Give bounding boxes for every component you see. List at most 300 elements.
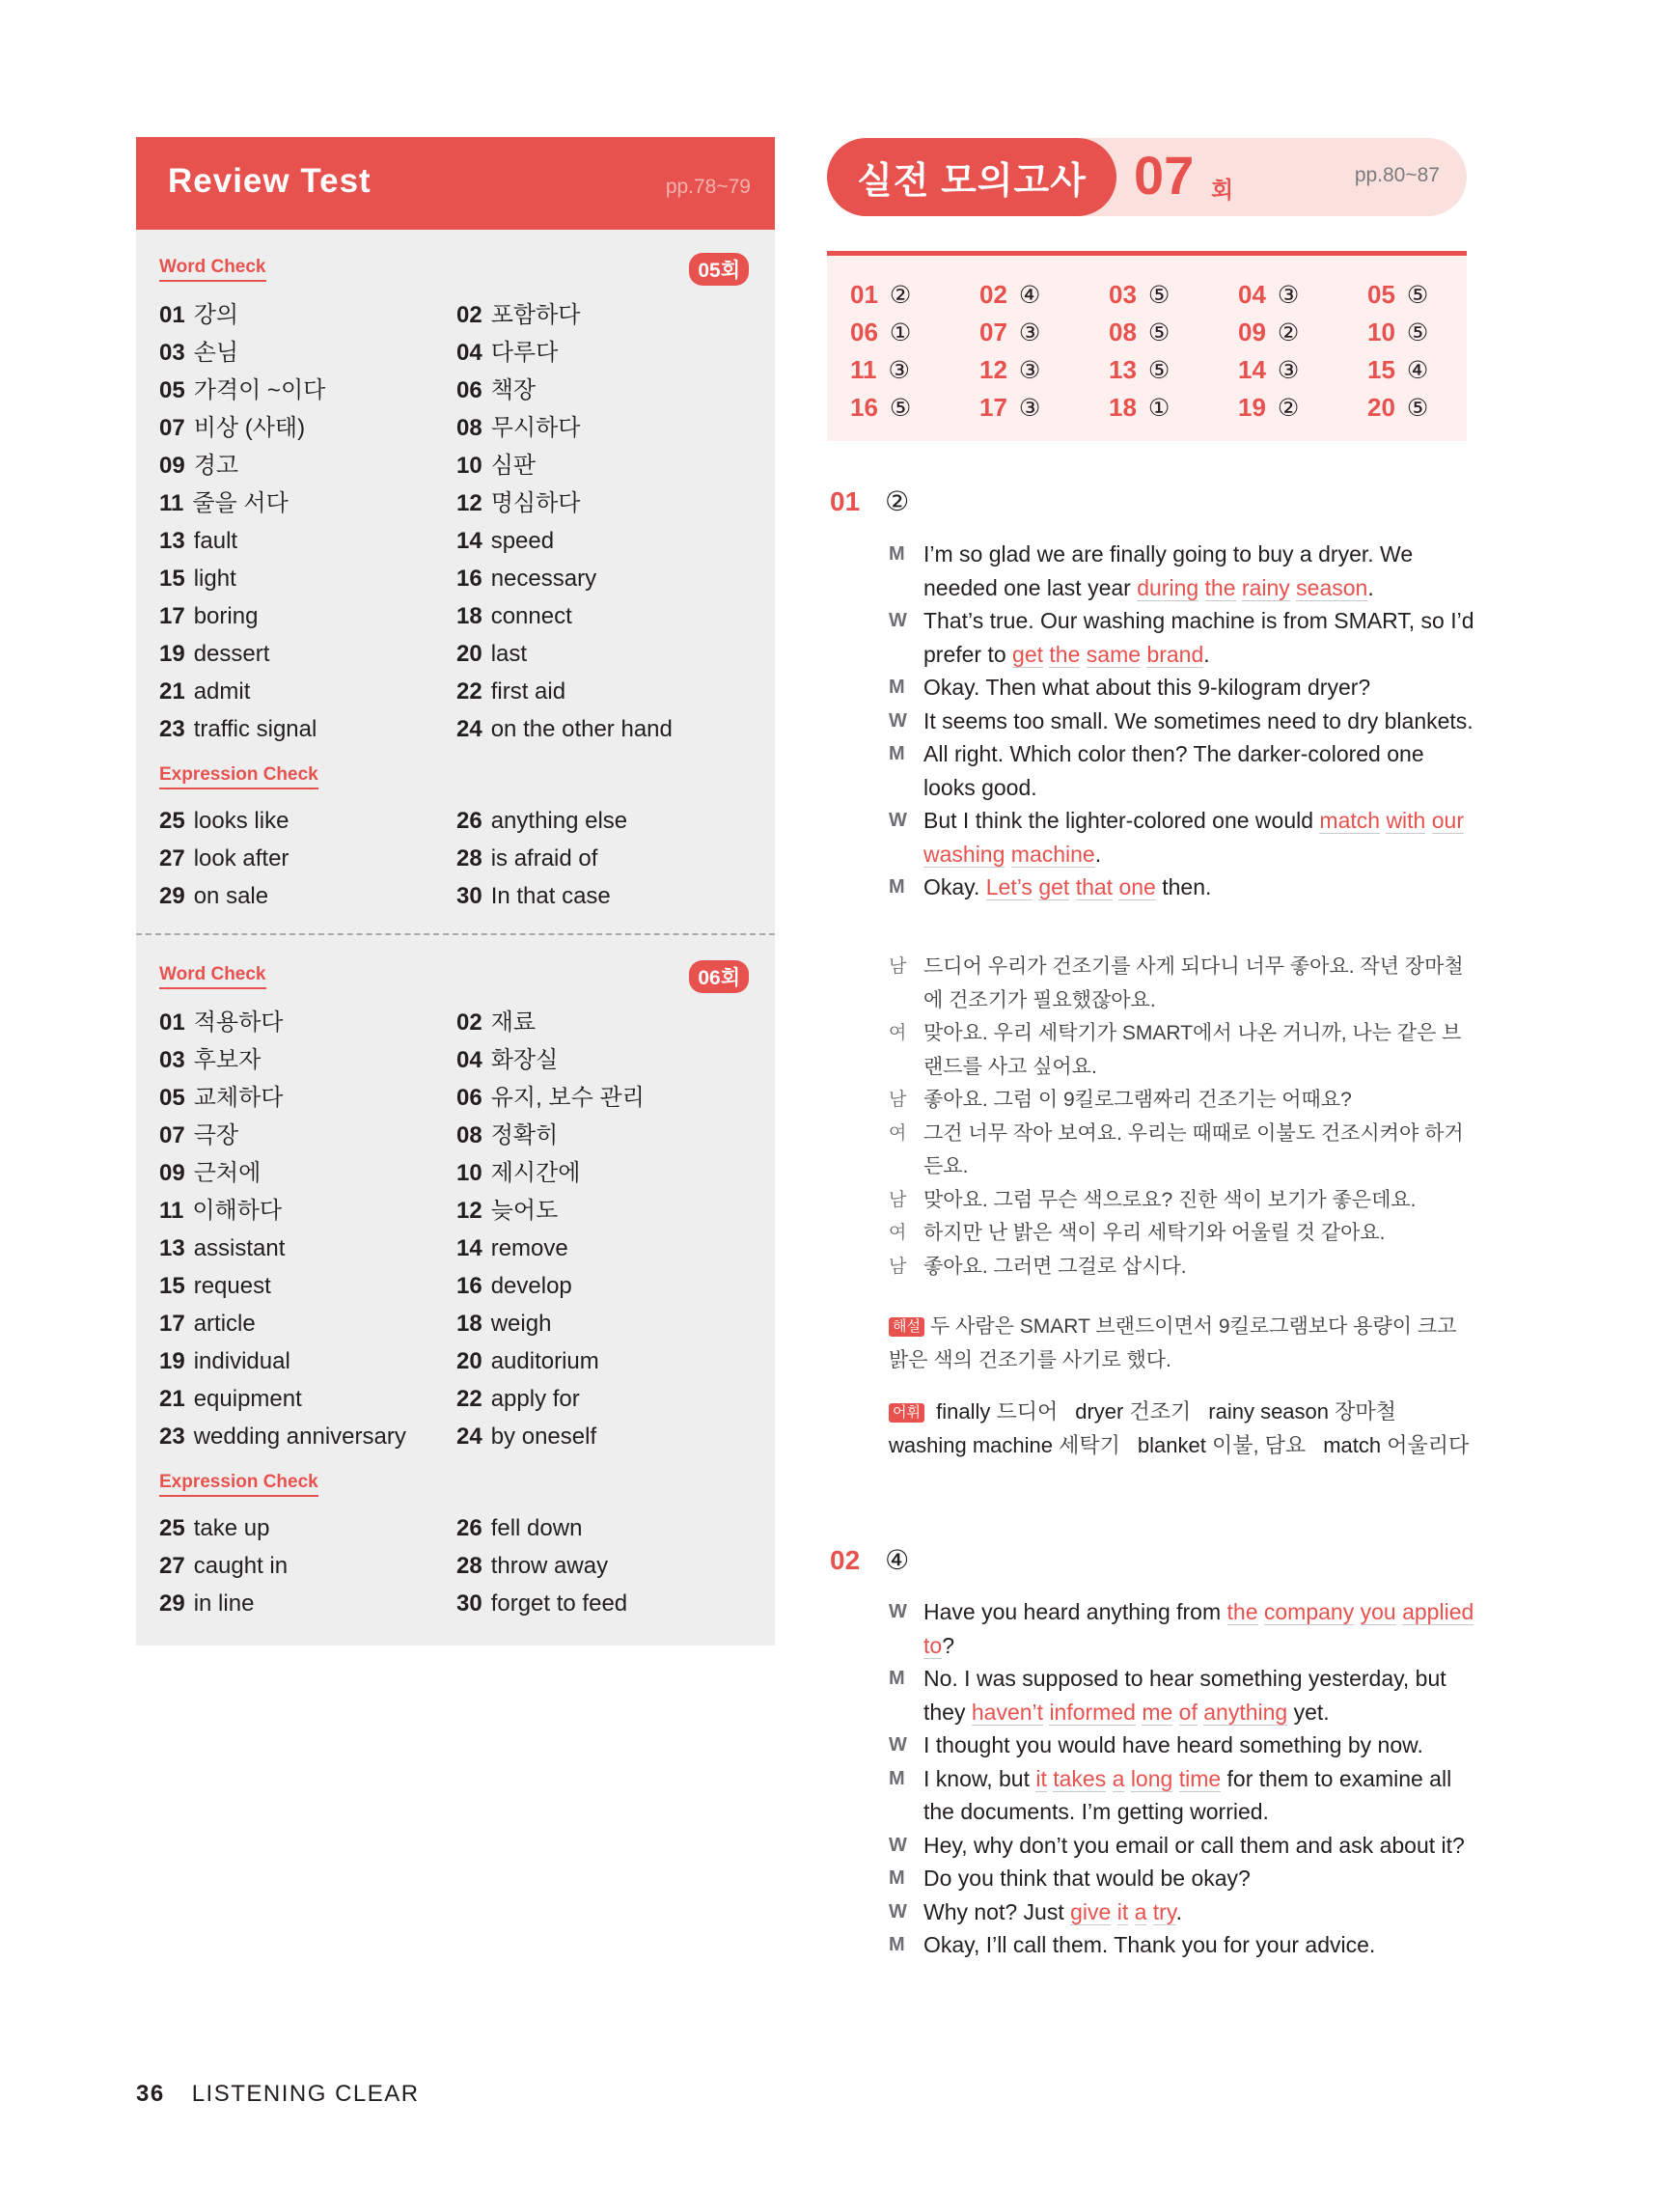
- answer-choice: ⑤: [1406, 395, 1429, 422]
- item-number: 13: [159, 1235, 185, 1261]
- item-text: 손님: [193, 340, 239, 366]
- speaker-label: M: [889, 743, 905, 764]
- item-number: 17: [159, 603, 185, 629]
- word-item: [159, 1385, 302, 1414]
- word-item: [456, 1514, 582, 1543]
- translation-line: [889, 1118, 1479, 1184]
- item-number: 28: [456, 1553, 482, 1579]
- answer-number: 13: [1109, 355, 1137, 384]
- translation-text: 하지만 난 밝은 색이 우리 세탁기와 어울릴 것 같아요.: [923, 1222, 1386, 1244]
- item-text: develop: [490, 1273, 572, 1299]
- word-item: [456, 1423, 596, 1452]
- translation-line: [889, 1084, 1479, 1118]
- answer-number: 07: [979, 318, 1007, 346]
- dialogue-line: M No. I was supposed to hear something yesterday, but they haven’t informed me of anything yet.: [889, 1662, 1477, 1728]
- word-item: [456, 1121, 558, 1150]
- vocab-meaning: 건조기: [1129, 1399, 1192, 1424]
- answer-choice: ③: [888, 357, 910, 384]
- answer-number: 01: [850, 280, 878, 309]
- dictation-blank: haven’t: [971, 1699, 1044, 1725]
- item-number: 29: [159, 1590, 185, 1617]
- explanation-text: 두 사람은 SMART 브랜드이면서 9킬로그램보다 용량이 크고 밝은 색의 건조기를 사기로 했다.: [889, 1315, 1457, 1371]
- item-text: 근처에: [193, 1160, 262, 1186]
- speaker-label: W: [889, 1734, 907, 1756]
- word-item: [159, 882, 268, 911]
- item-number: 16: [456, 1273, 482, 1299]
- item-number: 14: [456, 528, 482, 554]
- word-check-title: Word Check: [159, 257, 266, 282]
- item-text: 비상 (사태): [193, 415, 306, 441]
- question-02-header: [830, 1544, 909, 1576]
- item-text: apply for: [490, 1386, 580, 1412]
- word-item: [159, 807, 289, 836]
- answer-choice: ④: [1406, 357, 1429, 384]
- dictation-blank: takes: [1053, 1765, 1107, 1791]
- answer-choice: ③: [1018, 395, 1041, 422]
- review-test-header: [136, 137, 775, 230]
- answer-item: [1367, 280, 1428, 310]
- answer-choice: ②: [1277, 395, 1300, 422]
- vocab-word: washing machine: [889, 1433, 1053, 1457]
- expression-check-title: Expression Check: [159, 764, 318, 789]
- item-text: 책장: [490, 377, 537, 403]
- answer-choice: ⑤: [1147, 282, 1170, 309]
- item-number: 30: [456, 883, 482, 909]
- word-item: [456, 715, 673, 744]
- item-number: 21: [159, 678, 185, 705]
- item-text: by oneself: [490, 1424, 597, 1450]
- dictation-blank: our: [1431, 808, 1464, 833]
- word-item: [159, 1009, 283, 1037]
- dictation-blank: to: [923, 1632, 943, 1658]
- word-item: [456, 844, 597, 873]
- answer-item: [1109, 318, 1170, 347]
- expression-check-title: Expression Check: [159, 1472, 318, 1497]
- vocab-meaning: 드디어: [996, 1399, 1059, 1424]
- dictation-blank: match: [1319, 808, 1381, 833]
- word-item: [159, 414, 305, 443]
- word-item: [456, 339, 558, 368]
- word-item: [456, 452, 536, 481]
- word-item: [159, 844, 289, 873]
- dialogue-line: M I know, but it takes a long time for them to examine all the documents. I’m getting worried.: [889, 1762, 1477, 1829]
- item-text: individual: [193, 1348, 290, 1374]
- answer-choice: ②: [1277, 319, 1300, 346]
- answer-number: 05: [1367, 280, 1395, 309]
- vocab-meaning: 세탁기: [1059, 1433, 1120, 1457]
- item-text: connect: [490, 603, 572, 629]
- word-item: [456, 414, 580, 443]
- answer-item: [1367, 355, 1428, 385]
- explanation-tag: 해설: [889, 1317, 924, 1337]
- word-item: [159, 339, 238, 368]
- item-number: 17: [159, 1311, 185, 1337]
- dictation-blank: with: [1386, 808, 1426, 833]
- word-check-title: Word Check: [159, 964, 266, 989]
- mock-test-header: [827, 138, 1467, 216]
- item-number: 04: [456, 340, 482, 366]
- dialogue-line: M I’m so glad we are finally going to buy a dryer. We needed one last year during the rainy season.: [889, 538, 1477, 604]
- answer-number: 18: [1109, 393, 1137, 422]
- vocab-word: match: [1323, 1433, 1382, 1457]
- answer-number: 04: [1238, 280, 1266, 309]
- mock-test-round-label: 회: [1211, 178, 1234, 204]
- dictation-blank: time: [1178, 1765, 1222, 1791]
- word-item: [456, 640, 527, 669]
- word-item: [456, 1197, 558, 1226]
- item-text: first aid: [490, 678, 566, 705]
- dialogue-line: M All right. Which color then? The darker-colored one looks good.: [889, 737, 1477, 804]
- word-item: [456, 1347, 599, 1376]
- answer-item: [1367, 318, 1428, 347]
- item-number: 25: [159, 1515, 185, 1541]
- word-item: [159, 1046, 261, 1075]
- review-test-title: Review Test: [168, 162, 372, 200]
- vocab-word: finally: [936, 1399, 991, 1424]
- mock-test-title: 실전 모의고사: [827, 138, 1116, 216]
- speaker-label: M: [889, 1767, 905, 1789]
- item-text: dessert: [193, 641, 270, 667]
- item-text: fault: [193, 528, 238, 554]
- speaker-label: 남: [889, 956, 907, 977]
- answer-item: [1238, 393, 1299, 423]
- speaker-label: W: [889, 1834, 907, 1856]
- speaker-label: M: [889, 876, 905, 898]
- item-text: 가격이 ~이다: [193, 377, 326, 403]
- answer-choice: ②: [889, 282, 912, 309]
- speaker-label: 여: [889, 1122, 907, 1144]
- item-text: request: [193, 1273, 271, 1299]
- dictation-blank: anything: [1203, 1699, 1288, 1725]
- item-number: 09: [159, 1160, 185, 1186]
- dictation-blank: during: [1137, 574, 1199, 600]
- word-item: [159, 301, 238, 330]
- word-item: [159, 452, 238, 481]
- item-number: 05: [159, 377, 185, 403]
- dialogue-line: W But I think the lighter-colored one would match with our washing machine.: [889, 804, 1477, 871]
- dialogue-line: M Okay. Then what about this 9-kilogram dryer?: [889, 671, 1477, 705]
- word-item: [456, 1046, 558, 1075]
- speaker-label: M: [889, 1867, 905, 1889]
- item-number: 19: [159, 1348, 185, 1374]
- item-text: 이해하다: [192, 1198, 283, 1224]
- round-badge: 05회: [689, 253, 749, 286]
- item-number: 07: [159, 1122, 185, 1148]
- item-text: In that case: [490, 883, 611, 909]
- item-number: 03: [159, 340, 185, 366]
- answer-number: 17: [979, 393, 1007, 422]
- word-item: [456, 1159, 580, 1188]
- answer-choice: ①: [889, 319, 912, 346]
- word-item: [159, 1310, 256, 1339]
- item-text: auditorium: [490, 1348, 599, 1374]
- item-text: 강의: [193, 302, 239, 328]
- item-number: 15: [159, 1273, 185, 1299]
- item-number: 19: [159, 641, 185, 667]
- dialogue-line: M Okay. Let’s get that one then.: [889, 871, 1477, 904]
- word-item: [159, 715, 317, 744]
- item-text: in line: [193, 1590, 255, 1617]
- item-text: 줄을 서다: [192, 490, 289, 516]
- translation-text: 그건 너무 작아 보여요. 우리는 때때로 이불도 건조시켜야 하거든요.: [923, 1121, 1464, 1177]
- answer-choice: ③: [1018, 319, 1041, 346]
- dictation-blank: same: [1086, 641, 1142, 667]
- word-item: [159, 1552, 288, 1581]
- speaker-label: 남: [889, 1189, 907, 1210]
- item-number: 26: [456, 808, 482, 834]
- vocabulary-tag: 어휘: [889, 1403, 924, 1423]
- dialogue-line: W It seems too small. We sometimes need to dry blankets.: [889, 705, 1477, 738]
- item-text: caught in: [193, 1553, 289, 1579]
- dictation-blank: a: [1134, 1898, 1147, 1924]
- translation-text: 드디어 우리가 건조기를 사게 되다니 너무 좋아요. 작년 장마철에 건조기가 필요했잖아요.: [923, 955, 1464, 1011]
- speaker-label: 여: [889, 1223, 907, 1243]
- vocab-word: blanket: [1137, 1433, 1206, 1457]
- item-number: 24: [456, 1424, 482, 1450]
- answer-choice: ③: [1277, 357, 1300, 384]
- book-title: LISTENING CLEAR: [191, 2081, 420, 2107]
- word-item: [159, 1084, 283, 1113]
- dictation-blank: the: [1204, 574, 1236, 600]
- answer-choice: ⑤: [1147, 319, 1170, 346]
- item-number: 22: [456, 678, 482, 705]
- word-item: [159, 1590, 254, 1618]
- answer-number: 16: [850, 393, 878, 422]
- dictation-blank: rainy: [1241, 574, 1290, 600]
- item-number: 03: [159, 1047, 185, 1073]
- answer-choice: ⑤: [1406, 282, 1429, 309]
- word-item: [456, 1272, 572, 1301]
- speaker-label: W: [889, 1900, 907, 1922]
- item-text: 재료: [490, 1009, 537, 1036]
- word-item: [456, 1084, 645, 1113]
- answer-choice: ⑤: [889, 395, 912, 422]
- word-item: [456, 565, 596, 594]
- question-answer: ④: [885, 1545, 910, 1575]
- item-number: 18: [456, 1311, 482, 1337]
- answer-number: 19: [1238, 393, 1266, 422]
- word-item: [456, 527, 554, 556]
- dialogue-line: W I thought you would have heard something by now.: [889, 1728, 1477, 1762]
- mock-test-pages: pp.80~87: [1354, 164, 1440, 186]
- dictation-blank: a: [1112, 1765, 1125, 1791]
- item-text: traffic signal: [193, 716, 317, 742]
- word-item: [456, 1009, 536, 1037]
- word-item: [159, 1514, 269, 1543]
- answer-choice: ①: [1147, 395, 1170, 422]
- translation-line: [889, 1184, 1479, 1218]
- dictation-blank: machine: [1010, 841, 1095, 867]
- item-number: 06: [456, 377, 482, 403]
- dictation-blank: the: [1226, 1599, 1258, 1624]
- word-item: [456, 882, 611, 911]
- item-number: 10: [456, 1160, 482, 1186]
- word-item: [456, 677, 565, 706]
- round-badge: 06회: [689, 960, 749, 993]
- translation-line: [889, 1251, 1479, 1285]
- answer-item: [979, 280, 1040, 310]
- item-text: weigh: [490, 1311, 552, 1337]
- answer-choice: ④: [1018, 282, 1041, 309]
- item-number: 16: [456, 566, 482, 592]
- item-number: 09: [159, 453, 185, 479]
- review-test-pages: pp.78~79: [665, 176, 751, 198]
- dialogue-line: M Okay, I’ll call them. Thank you for your advice.: [889, 1928, 1477, 1962]
- answer-number: 02: [979, 280, 1007, 309]
- item-text: light: [193, 566, 236, 592]
- answer-choice: ③: [1277, 282, 1300, 309]
- translation-text: 맞아요. 우리 세탁기가 SMART에서 나온 거니까, 나는 같은 브랜드를 사고 싶어요.: [923, 1022, 1462, 1078]
- answer-number: 10: [1367, 318, 1395, 346]
- mock-test-number: 07: [1134, 145, 1195, 206]
- dialogue-line: W That’s true. Our washing machine is from SMART, so I’d prefer to get the same brand.: [889, 604, 1477, 671]
- word-item: [159, 677, 250, 706]
- word-item: [159, 1159, 261, 1188]
- item-number: 11: [159, 1198, 184, 1224]
- speaker-label: W: [889, 1601, 907, 1622]
- answer-number: 06: [850, 318, 878, 346]
- translation-line: [889, 1017, 1479, 1084]
- item-number: 26: [456, 1515, 482, 1541]
- dictation-blank: it: [1116, 1898, 1129, 1924]
- dictation-blank: company: [1263, 1599, 1355, 1624]
- word-item: [456, 602, 572, 631]
- dictation-blank: try: [1152, 1898, 1176, 1924]
- translation-text: 좋아요. 그럼 이 9킬로그램짜리 건조기는 어때요?: [923, 1089, 1352, 1111]
- answer-item: [1109, 280, 1170, 310]
- answer-number: 20: [1367, 393, 1395, 422]
- question-01-header: [830, 485, 909, 517]
- dictation-blank: you: [1360, 1599, 1396, 1624]
- item-text: equipment: [193, 1386, 302, 1412]
- question-number: 02: [830, 1545, 861, 1575]
- item-number: 01: [159, 1009, 185, 1036]
- item-text: last: [490, 641, 528, 667]
- dictation-blank: the: [1049, 641, 1081, 667]
- item-text: 무시하다: [490, 415, 581, 441]
- item-text: 교체하다: [193, 1085, 284, 1111]
- item-number: 21: [159, 1386, 185, 1412]
- item-text: boring: [193, 603, 259, 629]
- dialogue-line: M Do you think that would be okay?: [889, 1862, 1477, 1895]
- answer-item: [850, 318, 911, 347]
- item-number: 02: [456, 302, 482, 328]
- item-text: take up: [193, 1515, 270, 1541]
- answer-item: [979, 393, 1040, 423]
- word-item: [456, 376, 536, 405]
- item-text: 후보자: [193, 1047, 262, 1073]
- vocab-word: dryer: [1075, 1399, 1124, 1424]
- word-item: [159, 489, 289, 518]
- speaker-label: 남: [889, 1256, 907, 1277]
- dictation-blank: brand: [1146, 641, 1204, 667]
- vocab-word: rainy season: [1208, 1399, 1330, 1424]
- answer-item: [979, 318, 1040, 347]
- dictation-blank: give: [1070, 1898, 1112, 1924]
- dictation-blank: get: [1012, 641, 1044, 667]
- answer-item: [1367, 393, 1428, 423]
- item-text: 제시간에: [490, 1160, 581, 1186]
- item-text: looks like: [193, 808, 289, 834]
- item-text: 유지, 보수 관리: [490, 1085, 645, 1111]
- item-text: 포함하다: [490, 302, 581, 328]
- word-item: [159, 640, 269, 669]
- dictation-blank: me: [1142, 1699, 1173, 1725]
- item-number: 05: [159, 1085, 185, 1111]
- word-item: [159, 1423, 406, 1452]
- speaker-label: M: [889, 543, 905, 565]
- question-01-explanation: [889, 1310, 1475, 1377]
- dashed-divider: [136, 933, 775, 935]
- answer-choice: ③: [1018, 357, 1041, 384]
- word-item: [159, 602, 258, 631]
- item-text: fell down: [490, 1515, 583, 1541]
- item-text: article: [193, 1311, 256, 1337]
- item-text: 다루다: [490, 340, 559, 366]
- answer-number: 14: [1238, 355, 1266, 384]
- answer-item: [850, 393, 911, 423]
- speaker-label: M: [889, 1934, 905, 1955]
- answer-item: [850, 355, 910, 385]
- word-item: [456, 1552, 608, 1581]
- answer-item: [1238, 318, 1299, 347]
- item-number: 04: [456, 1047, 482, 1073]
- dictation-blank: one: [1118, 874, 1156, 899]
- item-number: 14: [456, 1235, 482, 1261]
- item-number: 07: [159, 415, 185, 441]
- item-number: 30: [456, 1590, 482, 1617]
- question-02-dialogue: [889, 1595, 1477, 1962]
- item-text: 정확히: [490, 1122, 559, 1148]
- word-item: [456, 1310, 551, 1339]
- answer-item: [850, 280, 911, 310]
- vocab-meaning: 장마철: [1335, 1399, 1396, 1424]
- answer-number: 09: [1238, 318, 1266, 346]
- item-text: anything else: [490, 808, 628, 834]
- answer-number: 15: [1367, 355, 1395, 384]
- word-item: [159, 1272, 271, 1301]
- translation-text: 좋아요. 그러면 그걸로 삽시다.: [923, 1255, 1187, 1278]
- item-number: 08: [456, 1122, 482, 1148]
- word-item: [159, 1197, 282, 1226]
- item-number: 27: [159, 1553, 185, 1579]
- item-text: speed: [490, 528, 555, 554]
- item-text: 심판: [490, 453, 537, 479]
- dictation-blank: get: [1038, 874, 1070, 899]
- item-text: 늦어도: [490, 1198, 559, 1224]
- item-number: 24: [456, 716, 482, 742]
- dictation-blank: Let’s: [985, 874, 1033, 899]
- word-item: [159, 527, 237, 556]
- vocab-meaning: 이불, 담요: [1211, 1433, 1307, 1457]
- item-text: is afraid of: [490, 845, 598, 871]
- item-text: 극장: [193, 1122, 239, 1148]
- answer-item: [1109, 355, 1170, 385]
- item-number: 18: [456, 603, 482, 629]
- word-item: [159, 1121, 238, 1150]
- item-number: 01: [159, 302, 185, 328]
- item-text: admit: [193, 678, 251, 705]
- item-number: 23: [159, 716, 185, 742]
- word-item: [456, 489, 580, 518]
- item-number: 06: [456, 1085, 482, 1111]
- item-number: 27: [159, 845, 185, 871]
- word-item: [456, 1234, 568, 1263]
- answer-number: 03: [1109, 280, 1137, 309]
- question-answer: ②: [885, 486, 910, 516]
- dictation-blank: applied: [1402, 1599, 1474, 1624]
- item-number: 13: [159, 528, 185, 554]
